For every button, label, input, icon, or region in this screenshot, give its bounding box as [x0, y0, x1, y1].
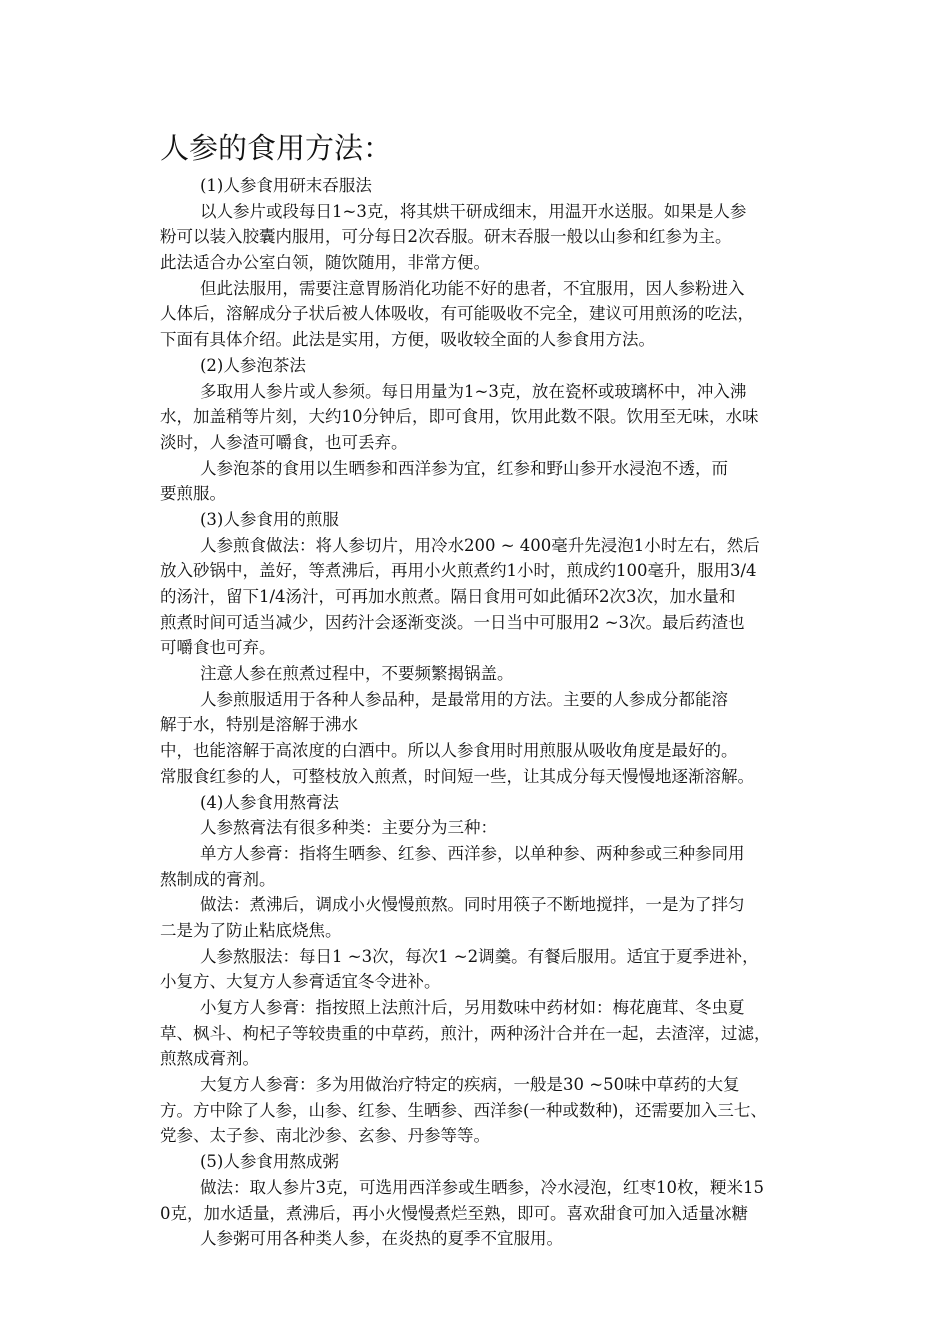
- text-line: (4)人参食用熬膏法: [200, 792, 339, 812]
- text-line: 大复方人参膏：多为用做治疗特定的疾病，一般是30 ~50味中草药的大复: [200, 1075, 740, 1095]
- text-line: 人参泡茶的食用以生晒参和西洋参为宜，红参和野山参开水浸泡不透，而: [200, 458, 728, 478]
- text-line: 放入砂锅中，盖好，等煮沸后，再用小火煎煮约1小时，煎成约100毫升，服用3/4: [160, 561, 757, 581]
- text-line: 此法适合办公室白领，随饮随用，非常方便。: [160, 253, 490, 273]
- text-line: 的汤汁，留下1/4汤汁，可再加水煎煮。隔日食用可如此循环2次3次，加水量和: [160, 587, 736, 606]
- text-line: 草、枫斗、枸杞子等较贵重的中草药，煎汁，两种汤汁合并在一起，去渣滓，过滤，: [160, 1023, 771, 1043]
- text-line: 粉可以装入胶囊内服用，可分每日2次吞服。研末吞服一般以山参和红参为主。: [160, 227, 732, 247]
- text-line: (3)人参食用的煎服: [200, 509, 339, 529]
- text-line: 要煎服。: [160, 484, 226, 504]
- text-line: 多取用人参片或人参须。每日用量为1~3克，放在瓷杯或玻璃杯中，冲入沸: [200, 381, 747, 401]
- text-line: 党参、太子参、南北沙参、玄参、丹参等等。: [160, 1126, 490, 1146]
- text-line: 0克，加水适量，煮沸后，再小火慢慢煮烂至熟，即可。喜欢甜食可加入适量冰糖: [160, 1203, 748, 1223]
- text-line: 煎熬成膏剂。: [160, 1049, 259, 1069]
- text-line: 做法：煮沸后，调成小火慢慢煎熬。同时用筷子不断地搅拌，一是为了拌匀: [200, 895, 745, 915]
- text-line: (2)人参泡茶法: [200, 355, 306, 375]
- text-line: 水，加盖稍等片刻，大约10分钟后，即可食用，饮用此数不限。饮用至无味，水味: [160, 407, 759, 427]
- text-line: 方。方中除了人参，山参、红参、生晒参、西洋参(一种或数种)，还需要加入三七、: [160, 1100, 767, 1120]
- text-line: 解于水，特别是溶解于沸水: [160, 715, 358, 735]
- text-line: 但此法服用，需要注意胃肠消化功能不好的患者，不宜服用，因人参粉进入: [200, 278, 745, 298]
- text-line: 熬制成的膏剂。: [160, 869, 276, 889]
- text-line: 二是为了防止粘底烧焦。: [160, 920, 342, 940]
- text-line: 小复方、大复方人参膏适宜冬令进补。: [160, 972, 441, 992]
- text-line: 人参煎食做法：将人参切片，用冷水200 ~ 400毫升先浸泡1小时左右，然后: [200, 535, 760, 555]
- page-title: 人参的食用方法：: [160, 131, 393, 165]
- text-line: 以人参片或段每日1~3克，将其烘干研成细末，用温开水送服。如果是人参: [200, 201, 747, 221]
- text-line: 下面有具体介绍。此法是实用，方便，吸收较全面的人参食用方法。: [160, 330, 655, 350]
- text-line: 人体后，溶解成分子状后被人体吸收，有可能吸收不完全，建议可用煎汤的吃法，: [160, 304, 754, 324]
- text-line: 小复方人参膏：指按照上法煎汁后，另用数味中药材如：梅花鹿茸、冬虫夏: [200, 998, 745, 1017]
- text-line: 人参熬服法：每日1 ~3次，每次1 ~2调羹。有餐后服用。适宜于夏季进补，: [200, 946, 759, 966]
- text-line: 煎煮时间可适当减少，因药汁会逐渐变淡。一日当中可服用2 ~3次。最后药渣也: [160, 612, 745, 632]
- text-line: 人参煎服适用于各种人参品种，是最常用的方法。主要的人参成分都能溶: [200, 689, 728, 709]
- text-line: 中，也能溶解于高浓度的白酒中。所以人参食用时用煎服从吸收角度是最好的。: [160, 741, 738, 761]
- text-line: 淡时，人参渣可嚼食，也可丢弃。: [160, 432, 408, 452]
- body-text: [160, 173, 840, 1252]
- text-line: 人参熬膏法有很多种类：主要分为三种：: [200, 818, 497, 838]
- text-line: 注意人参在煎煮过程中，不要频繁揭锅盖。: [200, 664, 514, 684]
- text-line: (1)人参食用研末吞服法: [200, 176, 372, 195]
- text-line: 做法：取人参片3克，可选用西洋参或生晒参，冷水浸泡，红枣10枚，粳米15: [200, 1177, 764, 1197]
- text-line: 人参粥可用各种类人参，在炎热的夏季不宜服用。: [200, 1229, 563, 1249]
- text-line: 常服食红参的人，可整枝放入煎煮，时间短一些，让其成分每天慢慢地逐渐溶解。: [160, 766, 754, 786]
- text-line: 可嚼食也可弃。: [160, 638, 276, 658]
- text-line: 单方人参膏：指将生晒参、红参、西洋参，以单种参、两种参或三种参同用: [200, 843, 745, 863]
- text-line: (5)人参食用熬成粥: [200, 1152, 339, 1172]
